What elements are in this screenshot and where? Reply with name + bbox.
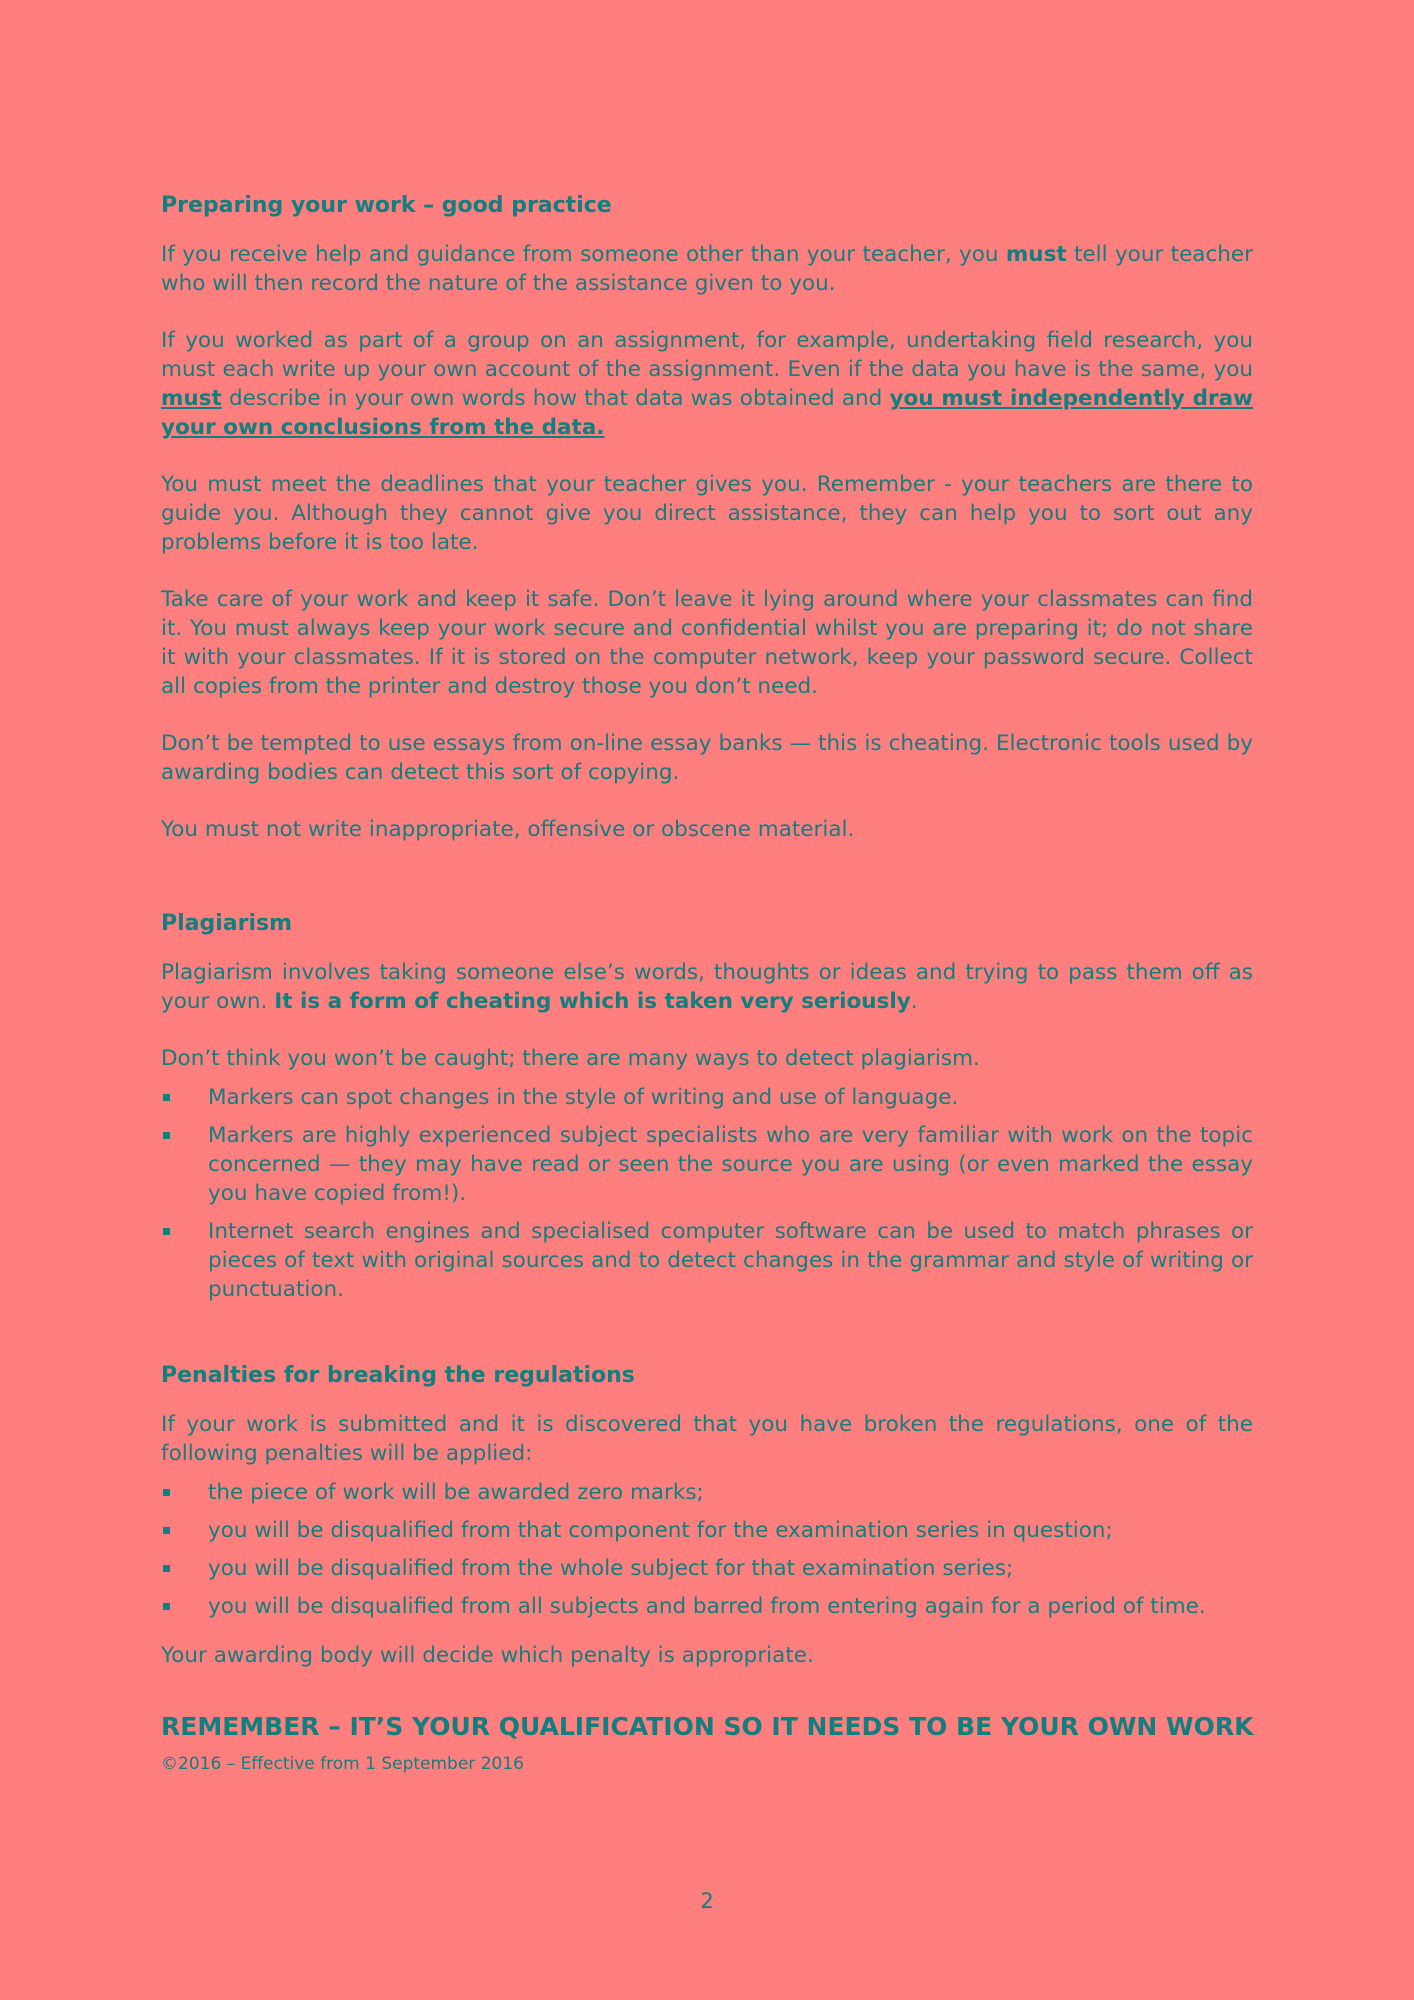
- text-segment: If you worked as part of a group on an assignment, for example, undertaking field research, you must each write up your own account of the assignment. Even if the data you have is the same, you: [161, 328, 1253, 382]
- square-bullet-icon: [163, 1527, 170, 1534]
- square-bullet-icon: [163, 1489, 170, 1496]
- square-bullet-icon: [163, 1228, 170, 1235]
- list-item: [161, 1217, 1253, 1304]
- section-spacer: [161, 1324, 1253, 1360]
- square-bullet-icon: [163, 1094, 170, 1101]
- paragraph-deadlines: You must meet the deadlines that your teacher gives you. Remember - your teachers are there to guide you. Although they cannot give you direct assistance, they can help you to sort out any problems before it is too late.: [161, 472, 1253, 555]
- list-item-text: you will be disqualified from all subjects and barred from entering again for a period of time.: [208, 1594, 1206, 1619]
- heading-penalties: Penalties for breaking the regulations: [161, 1363, 635, 1388]
- list-item: [161, 1121, 1253, 1208]
- text-segment: tell your teacher who will then record the nature of the assistance given to you.: [161, 242, 1253, 296]
- heading-plagiarism: Plagiarism: [161, 911, 293, 936]
- list-item-text: you will be disqualified from the whole subject for that examination series;: [208, 1556, 1014, 1581]
- text-segment: describe in your own words how that data was obtained and: [221, 386, 890, 411]
- emphasis-cheating-serious: It is a form of cheating which is taken very seriously: [274, 989, 911, 1014]
- paragraph-detect-plagiarism: Don’t think you won’t be caught; there are many ways to detect plagiarism.: [161, 1046, 980, 1071]
- penalties-list: [161, 1478, 1253, 1621]
- list-item: [161, 1478, 1253, 1507]
- list-item: [161, 1592, 1253, 1621]
- square-bullet-icon: [163, 1565, 170, 1572]
- remember-banner: REMEMBER – IT’S YOUR QUALIFICATION SO IT NEEDS TO BE YOUR OWN WORK: [161, 1712, 1254, 1741]
- copyright-notice: ©2016 – Effective from 1 September 2016: [161, 1754, 524, 1774]
- emphasis-must-underlined: must: [161, 386, 222, 411]
- emphasis-must: must: [1005, 242, 1067, 267]
- plagiarism-detection-list: [161, 1083, 1253, 1304]
- text-segment: .: [910, 989, 918, 1014]
- list-item-text: the piece of work will be awarded zero marks;: [208, 1480, 704, 1505]
- document-page: [161, 190, 1253, 1776]
- list-item-text: Internet search engines and specialised computer software can be used to match phrases or pieces of text with original sources and to detect changes in the grammar and style of writing or punctuation.: [208, 1219, 1253, 1302]
- list-item: [161, 1083, 1253, 1112]
- emphasis-independent-conclusions: you must independently draw your own conclusions from the data.: [161, 386, 1254, 440]
- paragraph-awarding-body: Your awarding body will decide which penalty is appropriate.: [161, 1643, 814, 1668]
- list-item-text: Markers can spot changes in the style of writing and use of language.: [208, 1085, 959, 1110]
- paragraph-help-guidance: [161, 240, 1253, 298]
- paragraph-plagiarism-definition: [161, 958, 1253, 1016]
- text-segment: If you receive help and guidance from someone other than your teacher, you: [161, 242, 1006, 267]
- text-segment: Plagiarism involves taking someone else’s words, thoughts or ideas and trying to pass them off as your own.: [161, 960, 1253, 1014]
- list-item-text: you will be disqualified from that component for the examination series in question;: [208, 1518, 1113, 1543]
- page-number: 2: [700, 1889, 714, 1913]
- list-item-text: Markers are highly experienced subject specialists who are very familiar with work on the topic concerned — they may have read or seen the source you are using (or even marked the essay you have copied from!).: [208, 1123, 1253, 1206]
- paragraph-group-work: [161, 326, 1253, 442]
- list-item: [161, 1554, 1253, 1583]
- paragraph-inappropriate-material: You must not write inappropriate, offensive or obscene material.: [161, 817, 855, 842]
- heading-preparing-work: Preparing your work – good practice: [161, 193, 612, 218]
- square-bullet-icon: [163, 1132, 170, 1139]
- section-spacer: [161, 872, 1253, 908]
- square-bullet-icon: [163, 1603, 170, 1610]
- list-item: [161, 1516, 1253, 1545]
- paragraph-keep-safe: Take care of your work and keep it safe. Don’t leave it lying around where your classmates can find it. You must always keep your work secure and confidential whilst you are preparing it; do not share it with your classmates. If it is stored on the computer network, keep your password secure. Collect all copies from the printer and destroy those you don’t need.: [161, 587, 1253, 699]
- paragraph-essay-banks: Don’t be tempted to use essays from on-line essay banks — this is cheating. Electronic tools used by awarding bodies can detect this sort of copying.: [161, 731, 1253, 785]
- paragraph-penalties-intro: If your work is submitted and it is discovered that you have broken the regulations, one of the following penalties will be applied:: [161, 1412, 1253, 1466]
